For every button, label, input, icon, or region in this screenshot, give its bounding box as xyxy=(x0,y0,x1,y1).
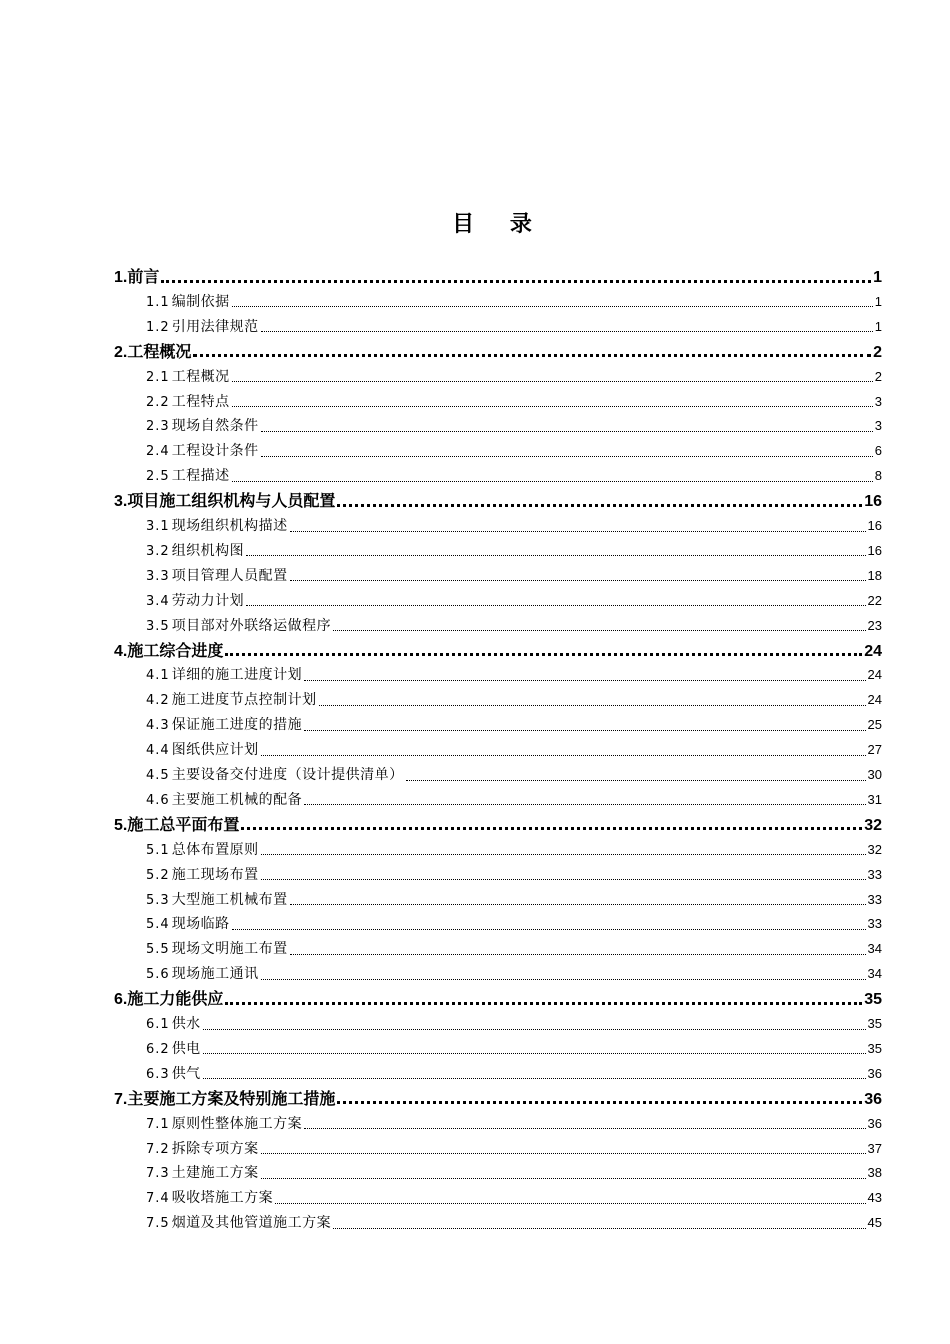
toc-entry-page-number: 33 xyxy=(867,866,882,882)
toc-section-entry[interactable] xyxy=(146,614,882,638)
toc-entry-number: 7.3 xyxy=(146,1166,170,1182)
toc-section-entry[interactable] xyxy=(146,912,882,936)
toc-dot-leader xyxy=(261,331,873,332)
toc-entry-number: 2.1 xyxy=(146,369,170,385)
toc-entry-page-number: 36 xyxy=(864,1090,882,1108)
toc-entry-title: 施工力能供应 xyxy=(127,989,224,1009)
toc-dot-leader xyxy=(261,879,866,880)
toc-section-entry[interactable] xyxy=(146,564,882,588)
toc-entry-page-number: 45 xyxy=(867,1215,882,1231)
toc-dot-leader xyxy=(261,1153,866,1154)
toc-dot-leader xyxy=(261,854,866,855)
toc-entry-number: 7.4 xyxy=(146,1191,170,1207)
toc-section-entry[interactable] xyxy=(146,365,882,389)
toc-section-entry[interactable] xyxy=(146,962,882,986)
toc-dot-leader xyxy=(290,904,866,905)
toc-entry-page-number: 1 xyxy=(874,318,882,334)
toc-entry-number: 2.2 xyxy=(146,394,170,410)
toc-entry-page-number: 27 xyxy=(867,742,882,758)
toc-entry-number: 7.2 xyxy=(146,1141,170,1157)
toc-dot-leader xyxy=(290,531,866,532)
toc-dot-leader xyxy=(225,653,862,656)
toc-entry-page-number: 35 xyxy=(864,991,882,1009)
toc-entry-number: 5.5 xyxy=(146,942,170,958)
toc-entry-page-number: 2 xyxy=(874,368,882,384)
toc-entry-number: 4.1 xyxy=(146,668,170,684)
toc-entry-number: 7.5 xyxy=(146,1216,170,1232)
toc-entry-number: 4. xyxy=(114,642,128,660)
toc-dot-leader xyxy=(161,280,871,283)
toc-entry-number: 4.6 xyxy=(146,792,170,808)
toc-entry-title: 主要施工机械的配备 xyxy=(171,791,303,808)
toc-entry-number: 4.5 xyxy=(146,768,170,783)
toc-entry-page-number: 3 xyxy=(874,393,882,409)
toc-entry-title: 吸收塔施工方案 xyxy=(171,1190,274,1207)
toc-section-entry[interactable] xyxy=(146,390,882,414)
toc-entry-title: 土建施工方案 xyxy=(171,1165,259,1182)
toc-entry-title: 现场组织机构描述 xyxy=(171,518,288,534)
toc-section-entry[interactable] xyxy=(146,713,882,737)
toc-entry-number: 1.2 xyxy=(146,319,170,335)
toc-entry-title: 编制依据 xyxy=(171,293,230,310)
toc-entry-page-number: 34 xyxy=(867,941,882,957)
toc-section-entry[interactable] xyxy=(146,464,882,488)
toc-entry-page-number: 30 xyxy=(867,767,882,782)
toc-entry-title: 大型施工机械布置 xyxy=(171,891,288,908)
toc-dot-leader xyxy=(319,705,866,706)
toc-section-entry[interactable] xyxy=(146,888,882,912)
toc-entry-page-number: 33 xyxy=(867,891,882,907)
toc-entry-title: 劳动力计划 xyxy=(171,592,245,609)
toc-entry-title: 工程概况 xyxy=(171,368,230,385)
toc-entry-title: 拆除专项方案 xyxy=(171,1140,259,1157)
toc-entry-page-number: 16 xyxy=(867,518,882,533)
toc-entry-title: 保证施工进度的措施 xyxy=(171,717,303,734)
toc-entry-number: 2.3 xyxy=(146,419,170,435)
toc-entry-number: 6.3 xyxy=(146,1066,170,1082)
toc-entry-page-number: 25 xyxy=(867,717,882,733)
toc-entry-title: 供气 xyxy=(171,1065,201,1082)
toc-section-entry[interactable] xyxy=(146,414,882,438)
toc-section-entry[interactable] xyxy=(146,315,882,339)
toc-entry-title: 施工总平面布置 xyxy=(127,814,240,834)
toc-dot-leader xyxy=(290,580,866,581)
toc-dot-leader xyxy=(232,306,873,307)
toc-dot-leader xyxy=(261,456,873,457)
toc-entry-page-number: 24 xyxy=(867,692,882,708)
toc-entry-number: 6. xyxy=(114,991,128,1009)
toc-entry-title: 施工进度节点控制计划 xyxy=(171,692,317,709)
toc-section-entry[interactable] xyxy=(146,514,882,538)
toc-section-entry[interactable] xyxy=(146,1112,882,1136)
toc-entry-page-number: 32 xyxy=(867,841,882,857)
toc-dot-leader xyxy=(406,780,866,781)
toc-entry-page-number: 6 xyxy=(874,443,882,459)
toc-entry-page-number: 31 xyxy=(867,791,882,807)
toc-entry-number: 5.4 xyxy=(146,917,170,933)
toc-entry-title: 工程特点 xyxy=(171,393,230,410)
toc-dot-leader xyxy=(304,730,865,731)
toc-dot-leader xyxy=(225,1002,862,1005)
toc-entry-page-number: 35 xyxy=(867,1040,882,1056)
toc-section-entry[interactable] xyxy=(146,863,882,887)
toc-entry-page-number: 8 xyxy=(874,468,882,484)
toc-dot-leader xyxy=(232,406,873,407)
toc-entry-page-number: 38 xyxy=(867,1165,882,1181)
toc-entry-number: 7. xyxy=(114,1090,128,1108)
toc-chapter-entry[interactable] xyxy=(114,339,882,365)
toc-dot-leader xyxy=(337,504,862,507)
toc-entry-title: 原则性整体施工方案 xyxy=(171,1115,303,1132)
toc-entry-title: 供电 xyxy=(171,1040,201,1057)
toc-entry-page-number: 24 xyxy=(867,667,882,683)
toc-section-entry[interactable] xyxy=(146,589,882,613)
toc-chapter-entry[interactable] xyxy=(114,264,882,290)
toc-dot-leader xyxy=(232,929,866,930)
toc-section-entry[interactable] xyxy=(146,937,882,961)
toc-chapter-entry[interactable] xyxy=(114,488,882,514)
toc-dot-leader xyxy=(261,1178,866,1179)
toc-entry-number: 1.1 xyxy=(146,294,170,310)
toc-entry-number: 3. xyxy=(114,493,128,511)
toc-dot-leader xyxy=(304,1128,865,1129)
toc-entry-number: 5.2 xyxy=(146,867,170,883)
toc-entry-title: 现场施工通讯 xyxy=(171,966,259,983)
toc-entry-title: 施工现场布置 xyxy=(171,866,259,883)
toc-entry-number: 3.2 xyxy=(146,543,170,559)
toc-entry-number: 1. xyxy=(114,269,128,286)
toc-dot-leader xyxy=(246,605,865,606)
toc-section-entry[interactable] xyxy=(146,838,882,862)
toc-entry-title: 项目施工组织机构与人员配置 xyxy=(127,491,336,511)
toc-entry-page-number: 32 xyxy=(864,816,882,834)
toc-dot-leader xyxy=(193,354,871,357)
toc-dot-leader xyxy=(203,1029,866,1030)
toc-entry-title: 详细的施工进度计划 xyxy=(171,667,303,684)
toc-entry-title: 现场自然条件 xyxy=(171,418,259,435)
toc-entry-title: 项目管理人员配置 xyxy=(171,567,288,584)
toc-entry-page-number: 23 xyxy=(867,617,882,633)
toc-section-entry[interactable] xyxy=(146,763,882,787)
toc-dot-leader xyxy=(261,979,866,980)
toc-dot-leader xyxy=(275,1203,865,1204)
toc-entry-title: 主要施工方案及特别施工措施 xyxy=(127,1088,336,1108)
toc-entry-title: 施工综合进度 xyxy=(127,640,224,660)
toc-section-entry[interactable] xyxy=(146,439,882,463)
toc-entry-page-number: 3 xyxy=(874,418,882,434)
toc-entry-page-number: 16 xyxy=(864,493,882,511)
toc-entry-title: 总体布置原则 xyxy=(171,841,259,858)
toc-entry-page-number: 1 xyxy=(874,293,882,309)
toc-section-entry[interactable] xyxy=(146,738,882,762)
toc-section-entry[interactable] xyxy=(146,1137,882,1161)
toc-section-entry[interactable] xyxy=(146,1062,882,1086)
toc-dot-leader xyxy=(203,1053,866,1054)
toc-entry-number: 2.4 xyxy=(146,444,170,460)
toc-entry-title: 烟道及其他管道施工方案 xyxy=(171,1215,332,1232)
toc-entry-title: 组织机构图 xyxy=(171,542,245,559)
toc-dot-leader xyxy=(232,381,873,382)
toc-entry-number: 7.1 xyxy=(146,1116,170,1132)
toc-section-entry[interactable] xyxy=(146,688,882,712)
toc-dot-leader xyxy=(203,1078,866,1079)
toc-entry-number: 6.2 xyxy=(146,1041,170,1057)
toc-section-entry[interactable] xyxy=(146,539,882,563)
toc-entry-title: 工程描述 xyxy=(171,468,230,485)
toc-entry-page-number: 22 xyxy=(867,592,882,608)
toc-entry-number: 5.3 xyxy=(146,892,170,908)
toc-section-entry[interactable] xyxy=(146,1037,882,1061)
toc-entry-number: 3.4 xyxy=(146,593,170,609)
toc-entry-title: 图纸供应计划 xyxy=(171,742,259,759)
toc-entry-number: 6.1 xyxy=(146,1017,170,1032)
toc-section-entry[interactable] xyxy=(146,290,882,314)
toc-entry-page-number: 34 xyxy=(867,966,882,982)
toc-entry-page-number: 43 xyxy=(867,1190,882,1206)
toc-chapter-entry[interactable] xyxy=(114,1086,882,1112)
toc-dot-leader xyxy=(232,481,873,482)
toc-entry-page-number: 36 xyxy=(867,1065,882,1081)
page-title: 目 录 xyxy=(452,212,546,237)
toc-entry-title: 主要设备交付进度（设计提供清单） xyxy=(171,767,404,783)
toc-entry-title: 供水 xyxy=(171,1016,201,1032)
toc-entry-title: 现场临路 xyxy=(171,916,230,933)
toc-entry-page-number: 33 xyxy=(867,916,882,932)
toc-section-entry[interactable] xyxy=(146,1012,882,1036)
toc-entry-title: 现场文明施工布置 xyxy=(171,941,288,958)
toc-dot-leader xyxy=(333,1228,865,1229)
toc-dot-leader xyxy=(304,680,865,681)
toc-chapter-entry[interactable] xyxy=(114,986,882,1012)
toc-entry-number: 5. xyxy=(114,816,128,834)
toc-section-entry[interactable] xyxy=(146,1186,882,1210)
toc-entry-number: 3.3 xyxy=(146,568,170,584)
toc-entry-number: 4.4 xyxy=(146,743,170,759)
toc-section-entry[interactable] xyxy=(146,663,882,687)
toc-dot-leader xyxy=(337,1101,862,1104)
toc-entry-title: 工程设计条件 xyxy=(171,443,259,460)
toc-entry-page-number: 1 xyxy=(873,269,882,286)
toc-dot-leader xyxy=(304,804,865,805)
toc-entry-page-number: 35 xyxy=(867,1016,882,1031)
toc-dot-leader xyxy=(246,555,865,556)
toc-entry-number: 3.1 xyxy=(146,519,170,534)
toc-entry-number: 3.5 xyxy=(146,618,170,634)
toc-entry-page-number: 2 xyxy=(873,343,882,361)
toc-entry-number: 2. xyxy=(114,343,128,361)
toc-dot-leader xyxy=(333,630,865,631)
toc-dot-leader xyxy=(261,755,866,756)
toc-entry-number: 4.3 xyxy=(146,718,170,734)
toc-entry-page-number: 24 xyxy=(864,642,882,660)
toc-entry-number: 5.1 xyxy=(146,842,170,858)
toc-entry-page-number: 18 xyxy=(867,567,882,583)
toc-entry-title: 工程概况 xyxy=(127,341,192,361)
toc-entry-page-number: 37 xyxy=(867,1140,882,1156)
toc-entry-number: 4.2 xyxy=(146,693,170,709)
toc-entry-number: 5.6 xyxy=(146,967,170,983)
toc-entry-title: 引用法律规范 xyxy=(171,318,259,335)
toc-chapter-entry[interactable] xyxy=(114,638,882,664)
toc-entry-title: 项目部对外联络运做程序 xyxy=(171,617,332,634)
toc-entry-page-number: 16 xyxy=(867,542,882,558)
toc-section-entry[interactable] xyxy=(146,788,882,812)
toc-dot-leader xyxy=(290,954,866,955)
toc-entry-page-number: 36 xyxy=(867,1115,882,1131)
toc-entry-number: 2.5 xyxy=(146,469,170,485)
toc-entry-title: 前言 xyxy=(127,267,160,286)
toc-section-entry[interactable] xyxy=(146,1161,882,1185)
toc-dot-leader xyxy=(241,827,862,830)
toc-chapter-entry[interactable] xyxy=(114,812,882,838)
toc-section-entry[interactable] xyxy=(146,1211,882,1235)
toc-dot-leader xyxy=(261,431,873,432)
